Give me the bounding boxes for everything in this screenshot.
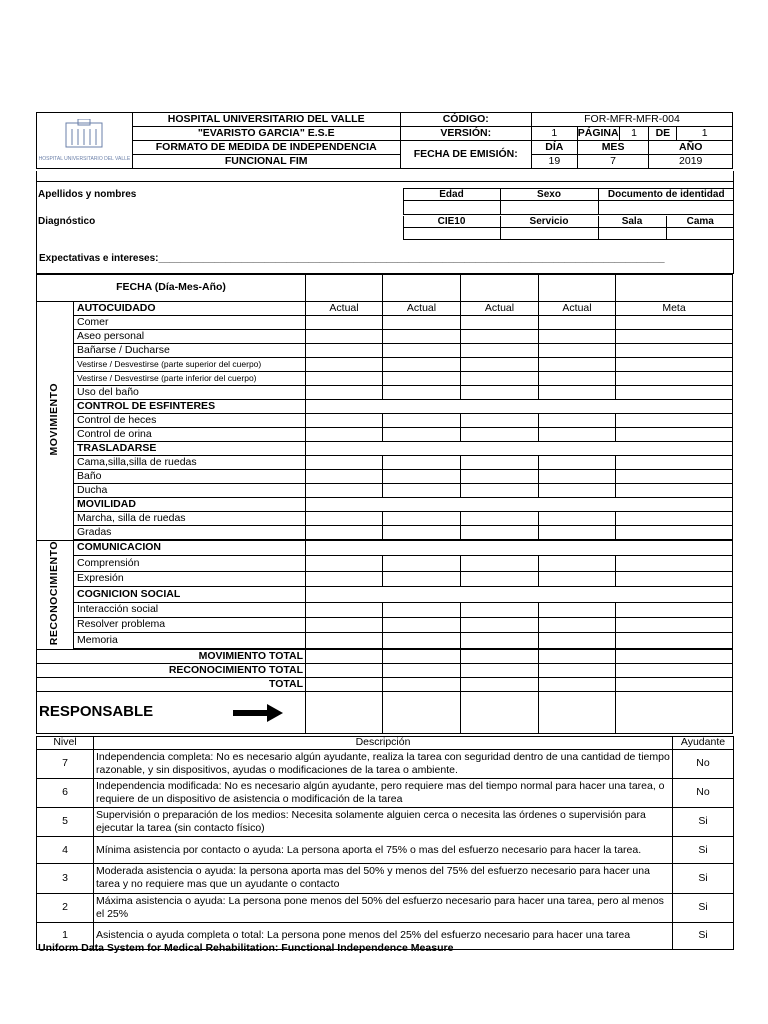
level-ayudante: No xyxy=(673,749,734,778)
movimiento-total-label: MOVIMIENTO TOTAL xyxy=(37,649,306,663)
nivel-header: Nivel xyxy=(37,737,94,750)
cie10-label: CIE10 xyxy=(403,216,500,228)
level-ayudante: Si xyxy=(673,837,734,864)
version-value: 1 xyxy=(531,127,577,141)
responsable-sign-3[interactable] xyxy=(461,691,539,733)
edad-field[interactable] xyxy=(403,201,500,215)
col-header-2: Actual xyxy=(383,302,461,316)
cama-field[interactable] xyxy=(666,228,734,240)
table-row xyxy=(37,470,733,484)
hospital-name-2: "EVARISTO GARCIA" E.S.E xyxy=(132,127,400,141)
descripcion-header: Descripción xyxy=(94,737,673,750)
cognicion-header: COGNICION SOCIAL xyxy=(74,587,306,602)
table-row xyxy=(37,571,733,586)
autocuidado-header: AUTOCUIDADO xyxy=(74,302,306,316)
cama-label: Cama xyxy=(666,216,734,228)
format-title-1: FORMATO DE MEDIDA DE INDEPENDENCIA xyxy=(132,141,400,155)
col-header-4: Actual xyxy=(539,302,616,316)
level-number: 6 xyxy=(37,778,94,807)
fecha-emision-label: FECHA DE EMISIÓN: xyxy=(400,141,531,169)
level-description: Supervisión o preparación de los medios: Necesita solamente alguien cerca o necesita las órdenes o supervisión para ejecutar la tarea (sin contacto físico) xyxy=(94,808,673,837)
level-number: 5 xyxy=(37,808,94,837)
table-row xyxy=(37,330,733,344)
item-label: Aseo personal xyxy=(74,330,306,344)
table-row xyxy=(37,414,733,428)
item-label: Uso del baño xyxy=(74,386,306,400)
level-ayudante: Si xyxy=(673,808,734,837)
table-row xyxy=(37,602,733,617)
level-ayudante: Si xyxy=(673,922,734,949)
logo-text: HOSPITAL UNIVERSITARIO DEL VALLE xyxy=(38,155,131,162)
servicio-field[interactable] xyxy=(500,228,598,240)
version-label: VERSIÓN: xyxy=(400,127,531,141)
sexo-field[interactable] xyxy=(500,201,598,215)
patient-box xyxy=(36,171,734,274)
level-description: Asistencia o ayuda completa o total: La persona pone menos del 25% del esfuerzo necesario para hacer una tarea xyxy=(94,922,673,949)
responsable-sign-4[interactable] xyxy=(539,691,616,733)
reconocimiento-section xyxy=(37,541,74,650)
table-row xyxy=(37,617,733,632)
item-label: Control de heces xyxy=(74,414,306,428)
responsable-sign-5[interactable] xyxy=(616,691,733,733)
codigo-label: CÓDIGO: xyxy=(400,113,531,127)
level-description: Independencia modificada: No es necesario algún ayudante, pero requiere mas del tiempo normal para hacer una tarea, o requiere de un dispositivo de asistencia o modificación de la tarea xyxy=(94,778,673,807)
table-row xyxy=(37,428,733,442)
level-ayudante: Si xyxy=(673,864,734,893)
table-row xyxy=(37,512,733,526)
anio-label: AÑO xyxy=(649,141,733,155)
item-label: Memoria xyxy=(74,633,306,648)
esfinteres-header: CONTROL DE ESFINTERES xyxy=(74,400,306,414)
level-ayudante: Si xyxy=(673,893,734,922)
movimiento-section xyxy=(37,302,74,541)
documento-field[interactable] xyxy=(598,201,734,215)
footer-text: Uniform Data System for Medical Rehabilitation: Functional Independence Measure xyxy=(38,942,454,954)
item-label: Resolver problema xyxy=(74,617,306,632)
level-number: 7 xyxy=(37,749,94,778)
fecha-cell-4[interactable] xyxy=(539,275,616,302)
item-label: Marcha, silla de ruedas xyxy=(74,512,306,526)
sala-field[interactable] xyxy=(598,228,666,240)
apellidos-label: Apellidos y nombres xyxy=(36,189,403,201)
format-title-2: FUNCIONAL FIM xyxy=(132,155,400,169)
movilidad-header: MOVILIDAD xyxy=(74,498,306,512)
table-row xyxy=(37,372,733,386)
level-description: Moderada asistencia o ayuda: la persona aporta mas del 50% y menos del 75% del esfuerzo necesario para hacer una tarea y no requiere mas que un ayudante o contacto xyxy=(94,864,673,893)
table-row xyxy=(37,526,733,540)
item-label: Comer xyxy=(74,316,306,330)
fim-grid xyxy=(36,274,733,734)
sexo-label: Sexo xyxy=(500,189,598,201)
table-row xyxy=(37,808,734,837)
item-label: Control de orina xyxy=(74,428,306,442)
table-row xyxy=(37,358,733,372)
hospital-name-1: HOSPITAL UNIVERSITARIO DEL VALLE xyxy=(132,113,400,127)
item-label: Interacción social xyxy=(74,602,306,617)
pagina-value: 1 xyxy=(619,127,649,141)
dia-value: 19 xyxy=(531,155,577,169)
table-row xyxy=(37,344,733,358)
fecha-label: FECHA (Día-Mes-Año) xyxy=(37,275,306,302)
item-label: Ducha xyxy=(74,484,306,498)
table-row xyxy=(37,316,733,330)
dia-label: DÍA xyxy=(531,141,577,155)
level-number: 1 xyxy=(37,922,94,949)
col-header-1: Actual xyxy=(306,302,383,316)
item-label: Vestirse / Desvestirse (parte inferior del cuerpo) xyxy=(74,372,306,386)
fecha-cell-2[interactable] xyxy=(383,275,461,302)
mes-label: MES xyxy=(577,141,649,155)
item-label: Cama,silla,silla de ruedas xyxy=(74,456,306,470)
header-table xyxy=(36,112,733,169)
comunicacion-header: COMUNICACION xyxy=(74,541,306,556)
servicio-label: Servicio xyxy=(500,216,598,228)
responsable-sign-2[interactable] xyxy=(383,691,461,733)
arrow-right-icon xyxy=(233,704,283,722)
table-row xyxy=(37,484,733,498)
item-label: Comprensión xyxy=(74,556,306,571)
de-value: 1 xyxy=(677,127,733,141)
col-header-5: Meta xyxy=(616,302,733,316)
de-label: DE xyxy=(649,127,677,141)
diagnostico-label: Diagnóstico xyxy=(38,216,96,228)
cie10-field[interactable] xyxy=(403,228,500,240)
anio-value: 2019 xyxy=(649,155,733,169)
level-number: 2 xyxy=(37,893,94,922)
table-row xyxy=(37,633,733,648)
item-label: Bañarse / Ducharse xyxy=(74,344,306,358)
level-description: Máxima asistencia o ayuda: La persona pone menos del 50% del esfuerzo necesario para hacer una tarea, pero al menos el 25% xyxy=(94,893,673,922)
item-label: Gradas xyxy=(74,526,306,540)
documento-label: Documento de identidad xyxy=(598,189,734,201)
table-row xyxy=(37,893,734,922)
reconocimiento-total-label: RECONOCIMIENTO TOTAL xyxy=(37,663,306,677)
responsable-cell xyxy=(37,691,306,733)
table-row xyxy=(37,837,734,864)
level-description: Mínima asistencia por contacto o ayuda: La persona aporta el 75% o mas del esfuerzo necesario para hacer la tarea. xyxy=(94,837,673,864)
item-label: Vestirse / Desvestirse (parte superior del cuerpo) xyxy=(74,358,306,372)
total-label: TOTAL xyxy=(37,677,306,691)
levels-table xyxy=(36,736,734,950)
mes-value: 7 xyxy=(577,155,649,169)
col-header-3: Actual xyxy=(461,302,539,316)
level-ayudante: No xyxy=(673,778,734,807)
logo-cell xyxy=(37,113,133,169)
table-row xyxy=(37,556,733,571)
level-number: 3 xyxy=(37,864,94,893)
patient-id-table xyxy=(36,188,734,215)
sala-label: Sala xyxy=(598,216,666,228)
reconocimiento-label: RECONOCIMIENTO xyxy=(48,541,61,646)
table-row xyxy=(37,864,734,893)
table-row xyxy=(37,749,734,778)
item-label: Baño xyxy=(74,470,306,484)
expectativas-label: Expectativas e intereses:___________________________________________________________________________________________ xyxy=(39,253,665,264)
diagnosis-table xyxy=(36,216,734,240)
level-number: 4 xyxy=(37,837,94,864)
ayudante-header: Ayudante xyxy=(673,737,734,750)
responsable-label: RESPONSABLE xyxy=(39,703,154,721)
edad-label: Edad xyxy=(403,189,500,201)
level-description: Independencia completa: No es necesario algún ayudante, realiza la tarea con seguridad dentro de una cantidad de tiempo razonable, y sin dispositivos, ayudas o modificaciones de la tarea o ambiente. xyxy=(94,749,673,778)
item-label: Expresión xyxy=(74,571,306,586)
table-row xyxy=(37,778,734,807)
fecha-cell-3[interactable] xyxy=(461,275,539,302)
movimiento-label: MOVIMIENTO xyxy=(48,382,61,456)
table-row xyxy=(37,456,733,470)
codigo-value: FOR-MFR-MFR-004 xyxy=(531,113,732,127)
responsable-sign-1[interactable] xyxy=(306,691,383,733)
table-row xyxy=(37,386,733,400)
fecha-cell-1[interactable] xyxy=(306,275,383,302)
fecha-cell-5[interactable] xyxy=(616,275,733,302)
trasladarse-header: TRASLADARSE xyxy=(74,442,306,456)
pagina-label: PÁGINA xyxy=(577,126,619,139)
